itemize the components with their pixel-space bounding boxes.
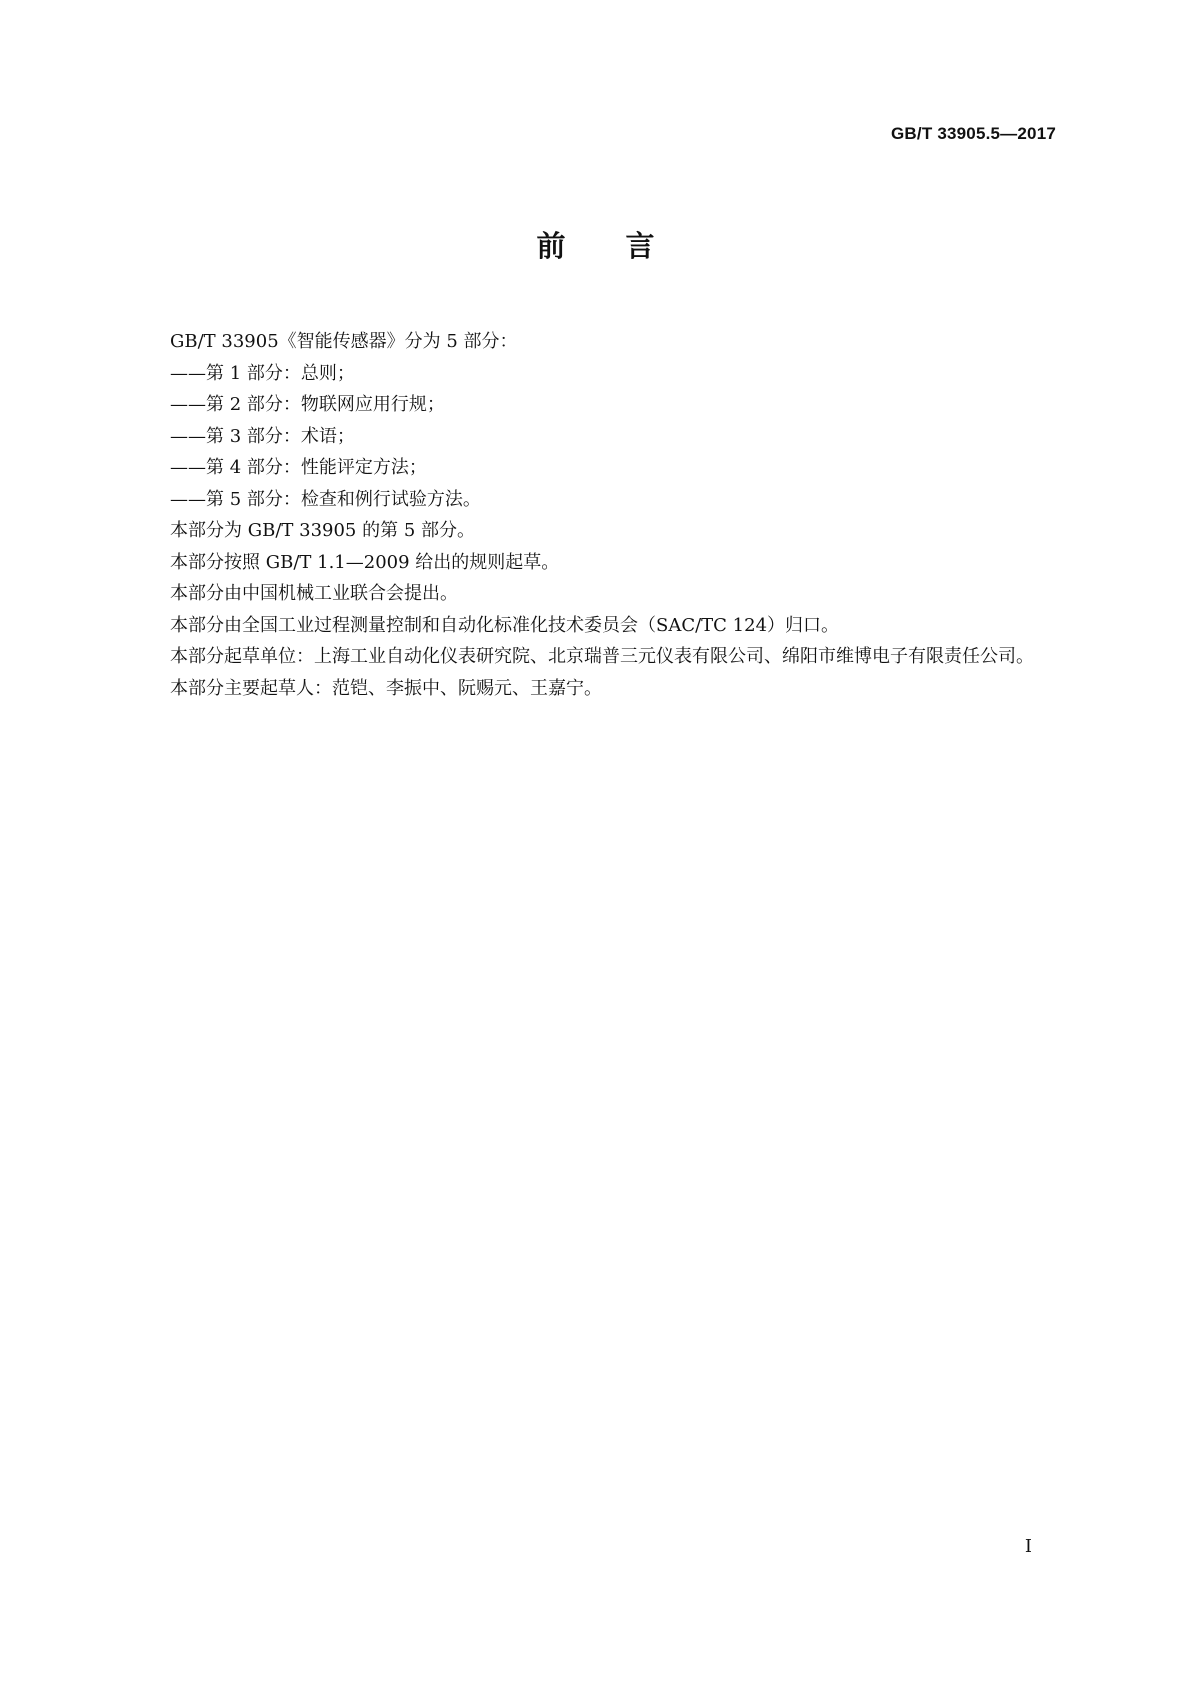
list-item-part-5: ——第 5 部分：检查和例行试验方法。	[170, 488, 481, 510]
page-number: I	[1024, 1536, 1032, 1557]
list-item-part-1: ——第 1 部分：总则；	[170, 362, 355, 384]
paragraph-proposed-by: 本部分由中国机械工业联合会提出。	[170, 583, 458, 604]
paragraph-main-drafters: 本部分主要起草人：范铠、李振中、阮赐元、王嘉宁。	[170, 677, 602, 699]
page-title: 前言	[536, 229, 715, 263]
paragraph-drafting-rules: 本部分按照 GB/T 1.1—2009 给出的规则起草。	[170, 551, 560, 573]
list-item-part-4: ——第 4 部分：性能评定方法；	[170, 457, 427, 478]
paragraph-part-statement: 本部分为 GB/T 33905 的第 5 部分。	[170, 520, 475, 541]
list-item-part-2: ——第 2 部分：物联网应用行规；	[170, 394, 445, 415]
foreword-body	[134, 326, 1056, 704]
document-number: GB/T 33905.5—2017	[891, 124, 1056, 143]
paragraph-drafting-units: 本部分起草单位：上海工业自动化仪表研究院、北京瑞普三元仪表有限公司、绵阳市维博电子有限责任公司。	[170, 646, 1034, 667]
paragraph-parts-intro: GB/T 33905《智能传感器》分为 5 部分：	[170, 331, 518, 352]
list-item-part-3: ——第 3 部分：术语；	[170, 425, 355, 447]
paragraph-centralized-by: 本部分由全国工业过程测量控制和自动化标准化技术委员会（SAC/TC 124）归口。	[170, 614, 840, 636]
